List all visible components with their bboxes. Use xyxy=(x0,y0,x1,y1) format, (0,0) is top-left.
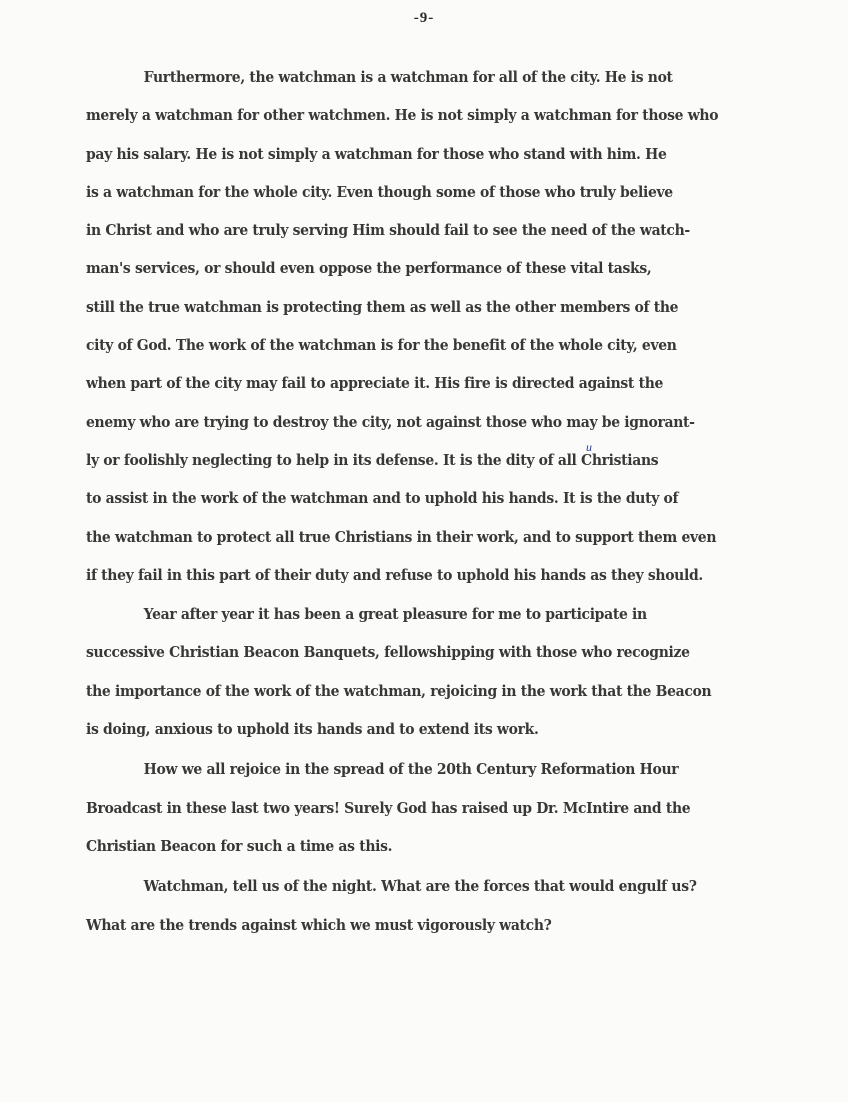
text-line: Broadcast in these last two years! Surely God has raised up Dr. McIntire and the xyxy=(86,798,691,817)
handwritten-correction: u xyxy=(586,440,592,454)
page-number: -9- xyxy=(413,10,435,26)
text-line: enemy who are trying to destroy the city, not against those who may be ignorant- xyxy=(86,412,695,431)
paragraph-2 xyxy=(86,605,786,758)
text-line: when part of the city may fail to appreciate it. His fire is directed against the xyxy=(86,374,664,393)
text-line: the watchman to protect all true Christians in their work, and to support them even xyxy=(86,527,717,546)
text-line: Watchman, tell us of the night. What are the forces that would engulf us? xyxy=(143,877,697,896)
text-line: if they fail in this part of their duty and refuse to uphold his hands as they should. xyxy=(86,565,703,584)
text-line: Christian Beacon for such a time as this. xyxy=(86,836,393,855)
text-line: man's services, or should even oppose the performance of these vital tasks, xyxy=(86,259,652,278)
paragraph-3 xyxy=(86,760,786,875)
text-line: merely a watchman for other watchmen. He is not simply a watchman for those who xyxy=(86,106,719,125)
text-line: the importance of the work of the watchman, rejoicing in the work that the Beacon xyxy=(86,681,712,700)
paragraph-4 xyxy=(86,877,786,954)
text-line: in Christ and who are truly serving Him should fail to see the need of the watch- xyxy=(86,221,690,240)
text-line: city of God. The work of the watchman is for the benefit of the whole city, even xyxy=(86,336,677,355)
text-line: Year after year it has been a great pleasure for me to participate in xyxy=(143,605,647,624)
text-line: How we all rejoice in the spread of the 20th Century Reformation Hour xyxy=(143,760,679,779)
text-line: is doing, anxious to uphold its hands and to extend its work. xyxy=(86,720,539,739)
text-line: ly or foolishly neglecting to help in its defense. It is the dity of all Christians xyxy=(86,450,659,469)
text-line: What are the trends against which we must vigorously watch? xyxy=(86,915,552,934)
text-line: still the true watchman is protecting them as well as the other members of the xyxy=(86,297,679,316)
text-line: successive Christian Beacon Banquets, fellowshipping with those who recognize xyxy=(86,643,690,662)
text-line: is a watchman for the whole city. Even though some of those who truly believe xyxy=(86,182,673,201)
text-line: Furthermore, the watchman is a watchman for all of the city. He is not xyxy=(143,68,673,86)
text-line: to assist in the work of the watchman and to uphold his hands. It is the duty of xyxy=(86,489,679,508)
document-body xyxy=(86,68,786,954)
text-line: pay his salary. He is not simply a watchman for those who stand with him. He xyxy=(86,144,667,163)
paragraph-1 xyxy=(86,68,786,604)
